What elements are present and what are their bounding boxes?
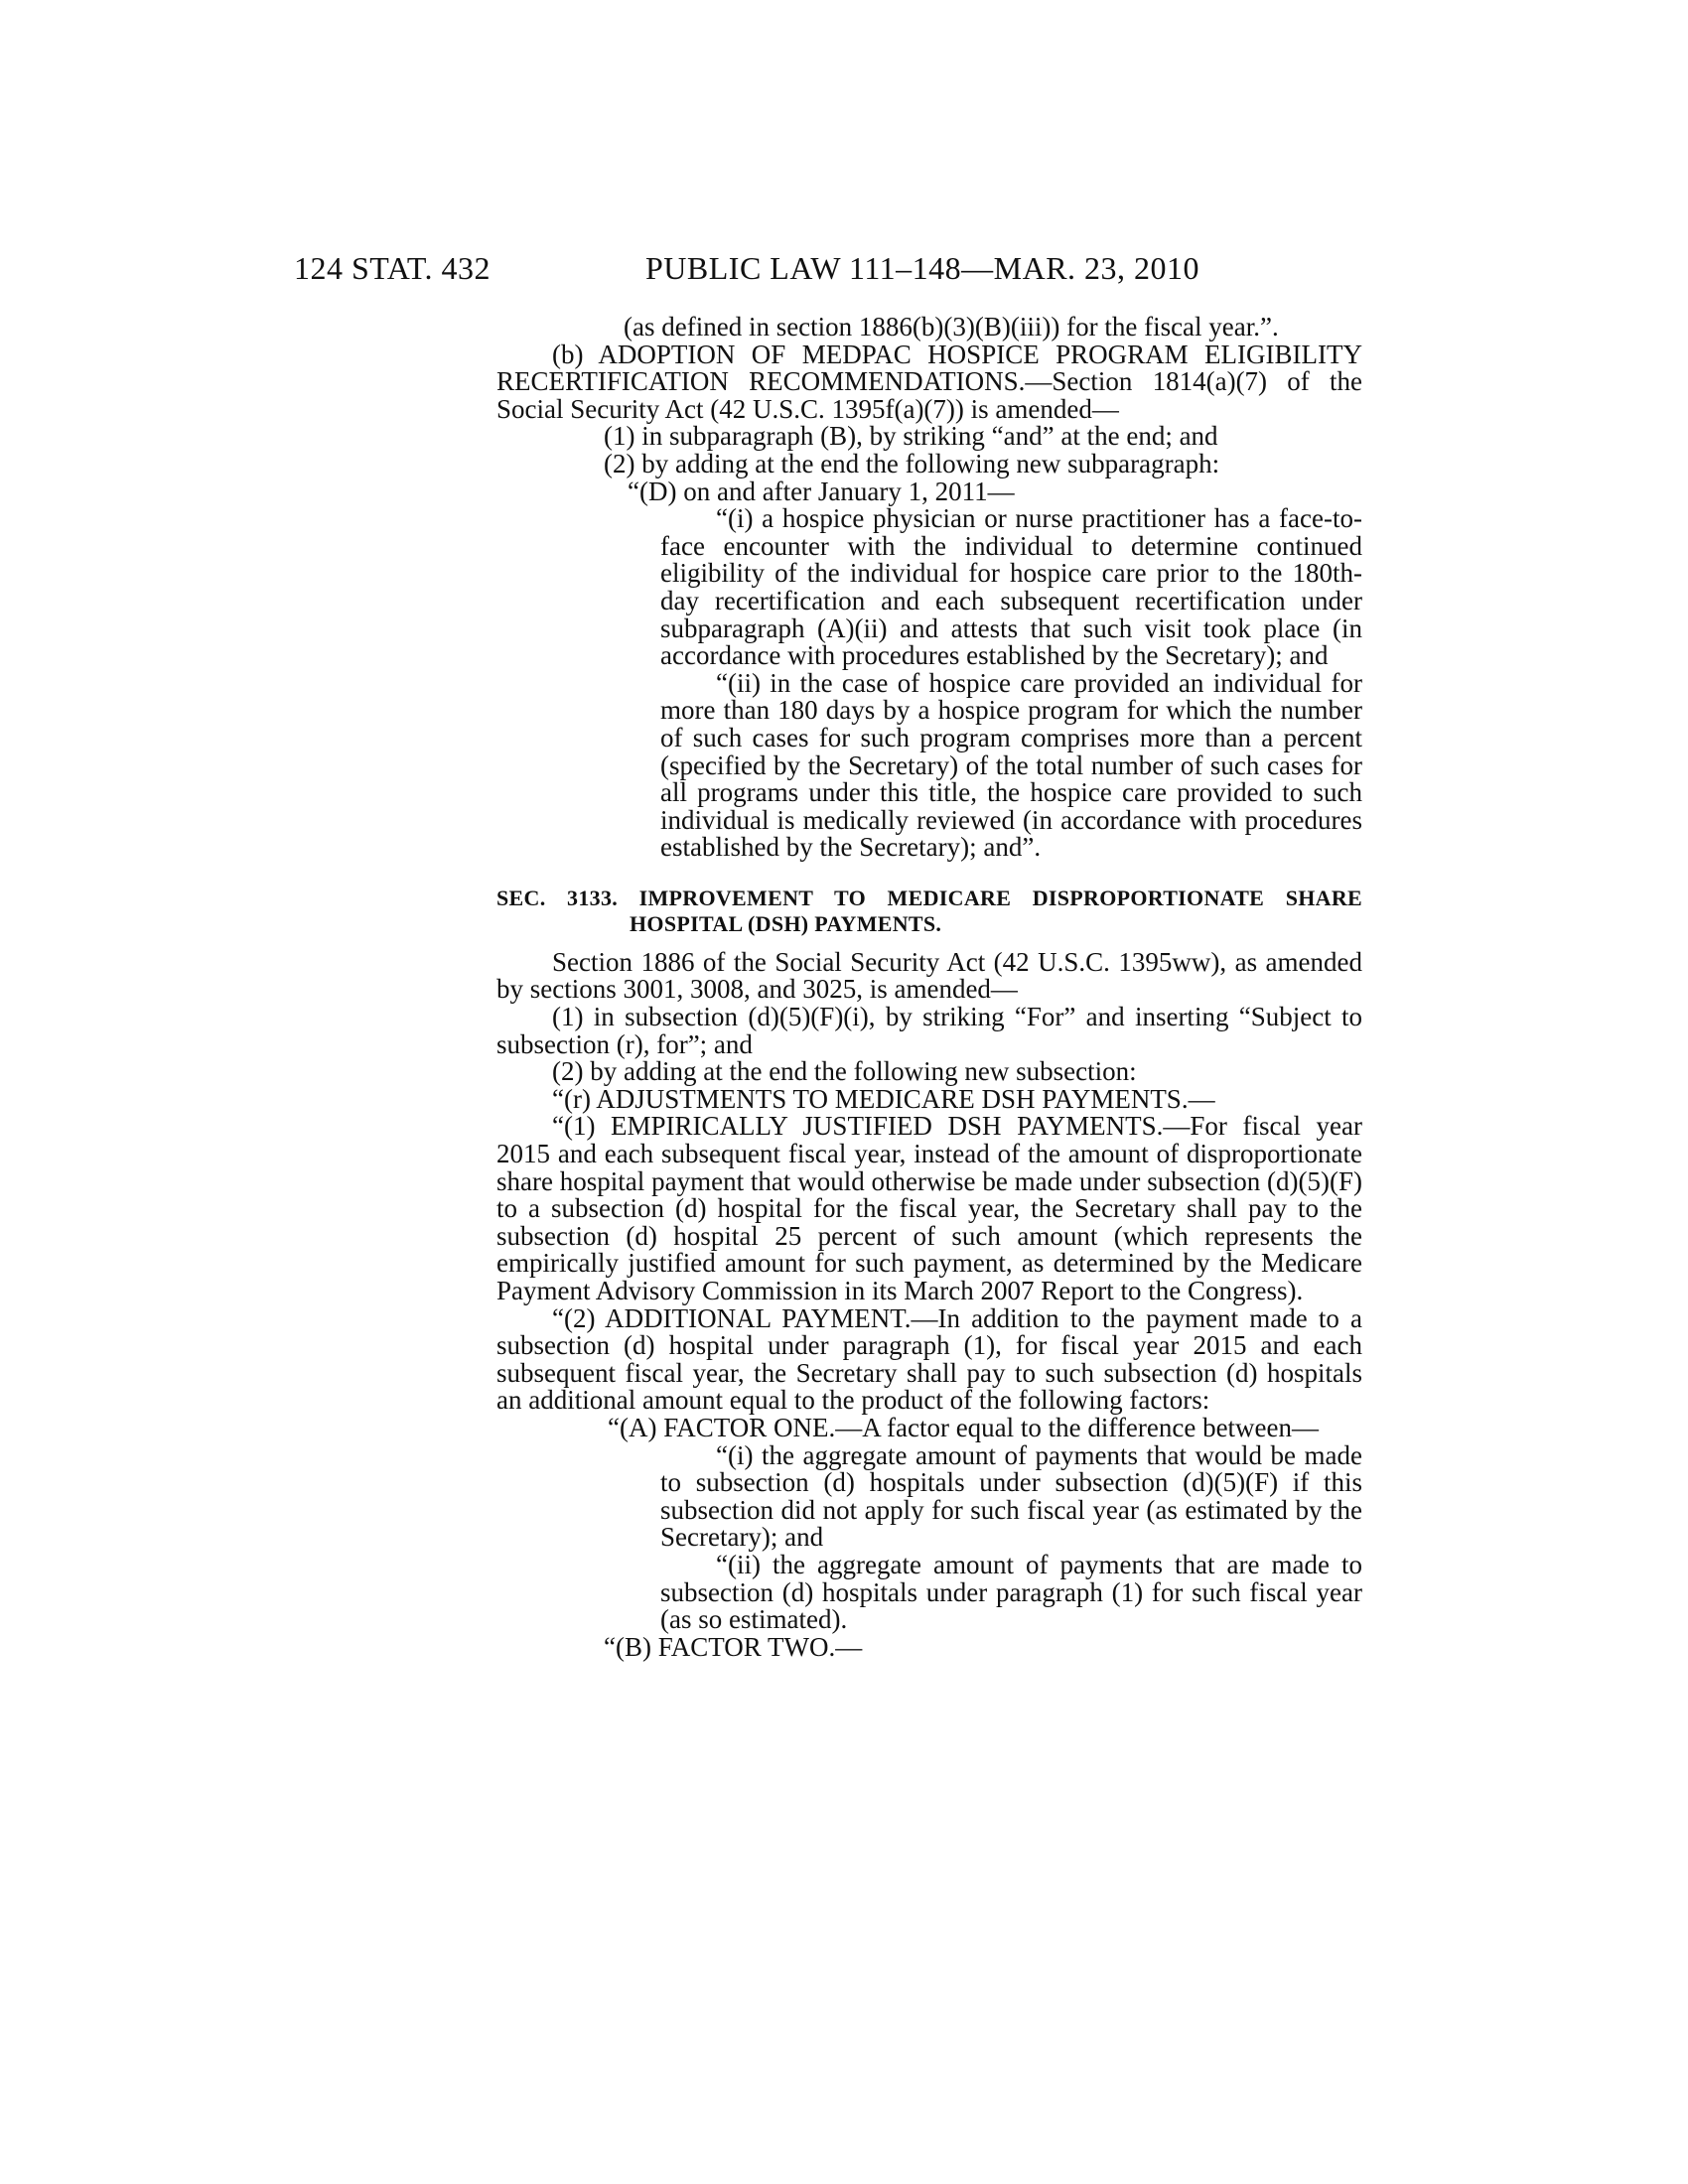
paragraph-section-1886: Section 1886 of the Social Security Act (42 U.S.C. 1395ww), as amended by sections 3001, 3008, and 3025, is amended— (496, 946, 1362, 1005)
paragraph-clause-i: “(i) a hospice physician or nurse practitioner has a face-to-face encounter with the individual to determine continued eligibility of the individual for hospice care prior to the 180th-day recertification and each subsequent recertification under subparagraph (A)(ii) and attests that such visit took place (in accordance with procedures established by the Secretary); and (660, 503, 1362, 671)
stat-page-number: 124 STAT. 432 (294, 250, 492, 286)
paragraph-item-1-dsh: (1) in subsection (d)(5)(F)(i), by striking “For” and inserting “Subject to subsection (r), for”; and (496, 1002, 1362, 1059)
paragraph-factor-one-ii: “(ii) the aggregate amount of payments that are made to subsection (d) hospitals under paragraph (1) for such fiscal year (as so estimated). (660, 1549, 1362, 1635)
section-heading-3133: SEC. 3133. IMPROVEMENT TO MEDICARE DISPROPORTIONATE SHARE HOSPITAL (DSH) PAYMENTS. (496, 885, 1362, 936)
paragraph-factor-one-i: “(i) the aggregate amount of payments that would be made to subsection (d) hospitals under subsection (d)(5)(F) if this subsection did not apply for such fiscal year (as estimated by the Secretary); and (660, 1439, 1362, 1553)
paragraph-item-2: (2) by adding at the end the following new subparagraph: (604, 448, 1220, 478)
page-header (294, 250, 1356, 290)
public-law-running-head: PUBLIC LAW 111–148—MAR. 23, 2010 (645, 250, 1200, 286)
paragraph-factor-one: “(A) FACTOR ONE.—A factor equal to the difference between— (608, 1412, 1320, 1442)
paragraph-r-1: “(1) EMPIRICALLY JUSTIFIED DSH PAYMENTS.—For fiscal year 2015 and each subsequent fiscal year, instead of the amount of disproportionate share hospital payment that would otherwise be made under subsection (d)(5)(F) to a subsection (d) hospital for the fiscal year, the Secretary shall pay to the subsection (d) hospital 25 percent of such amount (which represents the empirically justified amount for such payment, as determined by the Medicare Payment Advisory Commission in its March 2007 Report to the Congress). (496, 1111, 1362, 1305)
paragraph-subparagraph-d: “(D) on and after January 1, 2011— (628, 476, 1015, 506)
paragraph-r-2: “(2) ADDITIONAL PAYMENT.—In addition to the payment made to a subsection (d) hospital under paragraph (1), for fiscal year 2015 and each subsequent fiscal year, the Secretary shall pay to such subsection (d) hospitals an additional amount equal to the product of the following factors: (496, 1302, 1362, 1416)
paragraph-subsection-b: (b) ADOPTION OF MEDPAC HOSPICE PROGRAM ELIGIBILITY RECERTIFICATION RECOMMENDATIONS.—Section 1814(a)(7) of the Social Security Act (42 U.S.C. 1395f(a)(7)) is amended— (496, 339, 1362, 424)
paragraph-factor-two: “(B) FACTOR TWO.— (604, 1631, 863, 1662)
paragraph-item-1: (1) in subparagraph (B), by striking “and” at the end; and (604, 421, 1218, 452)
paragraph-clause-ii: “(ii) in the case of hospice care provided an individual for more than 180 days by a hospice program for which the number of such cases for such program comprises more than a percent (specified by the Secretary) of the total number of such cases for all programs under this title, the hospice care provided to such individual is medically reviewed (in accordance with procedures established by the Secretary); and”. (660, 667, 1362, 863)
paragraph-item-2-dsh: (2) by adding at the end the following new subsection: (552, 1056, 1137, 1087)
paragraph-continuation: (as defined in section 1886(b)(3)(B)(iii)) for the fiscal year.”. (624, 312, 1279, 341)
document-body (496, 314, 1362, 1661)
paragraph-subsection-r: “(r) ADJUSTMENTS TO MEDICARE DSH PAYMENTS.— (552, 1083, 1215, 1114)
